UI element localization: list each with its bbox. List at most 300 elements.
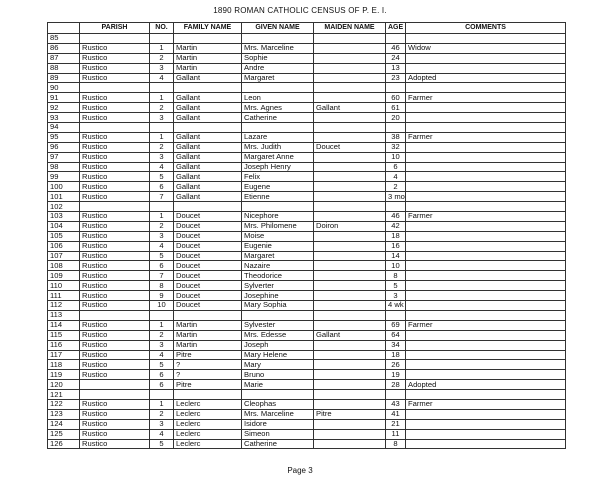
- no-cell: 3: [150, 231, 174, 241]
- maiden-name-cell: [314, 231, 386, 241]
- page-footer: Page 3: [287, 466, 313, 475]
- maiden-name-cell: [314, 301, 386, 311]
- family-name-cell: Doucet: [174, 261, 242, 271]
- given-name-cell: Margaret Anne: [242, 152, 314, 162]
- family-name-cell: Doucet: [174, 241, 242, 251]
- age-cell: [386, 390, 406, 400]
- table-row: [48, 53, 566, 63]
- no-cell: 4: [150, 241, 174, 251]
- family-name-cell: Doucet: [174, 301, 242, 311]
- age-cell: 6: [386, 162, 406, 172]
- no-cell: 1: [150, 320, 174, 330]
- given-name-cell: Cleophas: [242, 399, 314, 409]
- age-cell: 28: [386, 380, 406, 390]
- table-row: [48, 93, 566, 103]
- comments-cell: [406, 429, 566, 439]
- parish-cell: Rustico: [80, 419, 150, 429]
- header-given-name: GIVEN NAME: [242, 23, 314, 34]
- comments-cell: [406, 281, 566, 291]
- parish-cell: Rustico: [80, 330, 150, 340]
- family-name-cell: Gallant: [174, 93, 242, 103]
- table-row: [48, 132, 566, 142]
- table-row: [48, 43, 566, 53]
- given-name-cell: [242, 83, 314, 93]
- given-name-cell: [242, 34, 314, 44]
- comments-cell: [406, 301, 566, 311]
- age-cell: 10: [386, 261, 406, 271]
- maiden-name-cell: [314, 73, 386, 83]
- maiden-name-cell: [314, 93, 386, 103]
- family-name-cell: Leclerc: [174, 419, 242, 429]
- comments-cell: Widow: [406, 43, 566, 53]
- given-name-cell: Theodorice: [242, 271, 314, 281]
- no-cell: 3: [150, 63, 174, 73]
- given-name-cell: Mary Sophia: [242, 301, 314, 311]
- table-row: [48, 261, 566, 271]
- row-number-cell: 103: [48, 212, 80, 222]
- family-name-cell: [174, 34, 242, 44]
- maiden-name-cell: [314, 429, 386, 439]
- parish-cell: [80, 202, 150, 212]
- maiden-name-cell: [314, 123, 386, 133]
- maiden-name-cell: [314, 310, 386, 320]
- row-number-cell: 108: [48, 261, 80, 271]
- family-name-cell: Doucet: [174, 221, 242, 231]
- comments-cell: [406, 123, 566, 133]
- table-row: [48, 370, 566, 380]
- row-number-cell: 119: [48, 370, 80, 380]
- no-cell: 4: [150, 429, 174, 439]
- maiden-name-cell: [314, 43, 386, 53]
- row-number-cell: 100: [48, 182, 80, 192]
- family-name-cell: Gallant: [174, 162, 242, 172]
- row-number-cell: 102: [48, 202, 80, 212]
- header-comments: COMMENTS: [406, 23, 566, 34]
- given-name-cell: Mary: [242, 360, 314, 370]
- family-name-cell: Leclerc: [174, 399, 242, 409]
- row-number-cell: 117: [48, 350, 80, 360]
- no-cell: [150, 202, 174, 212]
- given-name-cell: Mrs. Philomene: [242, 221, 314, 231]
- table-row: [48, 310, 566, 320]
- parish-cell: [80, 83, 150, 93]
- table-row: [48, 162, 566, 172]
- maiden-name-cell: [314, 281, 386, 291]
- table-row: [48, 380, 566, 390]
- header-row-number: [48, 23, 80, 34]
- row-number-cell: 113: [48, 310, 80, 320]
- parish-cell: Rustico: [80, 281, 150, 291]
- age-cell: 4: [386, 172, 406, 182]
- comments-cell: [406, 251, 566, 261]
- row-number-cell: 122: [48, 399, 80, 409]
- parish-cell: Rustico: [80, 152, 150, 162]
- given-name-cell: Nazaire: [242, 261, 314, 271]
- table-row: [48, 281, 566, 291]
- maiden-name-cell: [314, 271, 386, 281]
- family-name-cell: Doucet: [174, 291, 242, 301]
- row-number-cell: 96: [48, 142, 80, 152]
- no-cell: 6: [150, 380, 174, 390]
- row-number-cell: 90: [48, 83, 80, 93]
- parish-cell: Rustico: [80, 162, 150, 172]
- parish-cell: Rustico: [80, 53, 150, 63]
- header-family-name: FAMILY NAME: [174, 23, 242, 34]
- parish-cell: Rustico: [80, 291, 150, 301]
- comments-cell: [406, 53, 566, 63]
- table-row: [48, 271, 566, 281]
- no-cell: 2: [150, 330, 174, 340]
- given-name-cell: Catherine: [242, 113, 314, 123]
- table-row: [48, 212, 566, 222]
- comments-cell: Farmer: [406, 320, 566, 330]
- age-cell: 18: [386, 350, 406, 360]
- row-number-cell: 92: [48, 103, 80, 113]
- given-name-cell: [242, 123, 314, 133]
- no-cell: 5: [150, 360, 174, 370]
- maiden-name-cell: [314, 390, 386, 400]
- row-number-cell: 106: [48, 241, 80, 251]
- family-name-cell: Martin: [174, 330, 242, 340]
- age-cell: [386, 34, 406, 44]
- age-cell: 10: [386, 152, 406, 162]
- census-table-body: [48, 34, 566, 449]
- comments-cell: [406, 261, 566, 271]
- age-cell: 21: [386, 419, 406, 429]
- table-row: [48, 419, 566, 429]
- header-row: [48, 23, 566, 34]
- given-name-cell: Margaret: [242, 251, 314, 261]
- row-number-cell: 123: [48, 409, 80, 419]
- no-cell: 5: [150, 251, 174, 261]
- table-row: [48, 409, 566, 419]
- comments-cell: [406, 291, 566, 301]
- family-name-cell: Gallant: [174, 192, 242, 202]
- table-row: [48, 330, 566, 340]
- given-name-cell: [242, 390, 314, 400]
- row-number-cell: 124: [48, 419, 80, 429]
- age-cell: 42: [386, 221, 406, 231]
- family-name-cell: Gallant: [174, 182, 242, 192]
- comments-cell: [406, 103, 566, 113]
- maiden-name-cell: [314, 172, 386, 182]
- given-name-cell: Mary Helene: [242, 350, 314, 360]
- no-cell: 6: [150, 370, 174, 380]
- no-cell: 1: [150, 212, 174, 222]
- family-name-cell: Martin: [174, 43, 242, 53]
- parish-cell: Rustico: [80, 301, 150, 311]
- row-number-cell: 112: [48, 301, 80, 311]
- maiden-name-cell: [314, 132, 386, 142]
- no-cell: 3: [150, 152, 174, 162]
- parish-cell: Rustico: [80, 399, 150, 409]
- age-cell: 8: [386, 439, 406, 449]
- comments-cell: Adopted: [406, 73, 566, 83]
- family-name-cell: Martin: [174, 320, 242, 330]
- given-name-cell: Catherine: [242, 439, 314, 449]
- given-name-cell: [242, 310, 314, 320]
- header-age: AGE: [386, 23, 406, 34]
- age-cell: 60: [386, 93, 406, 103]
- given-name-cell: Joseph Henry: [242, 162, 314, 172]
- row-number-cell: 107: [48, 251, 80, 261]
- table-row: [48, 231, 566, 241]
- given-name-cell: Mrs. Agnes: [242, 103, 314, 113]
- no-cell: 1: [150, 399, 174, 409]
- parish-cell: Rustico: [80, 63, 150, 73]
- given-name-cell: Isidore: [242, 419, 314, 429]
- family-name-cell: Doucet: [174, 281, 242, 291]
- given-name-cell: Josephine: [242, 291, 314, 301]
- parish-cell: Rustico: [80, 251, 150, 261]
- table-row: [48, 63, 566, 73]
- parish-cell: Rustico: [80, 93, 150, 103]
- parish-cell: [80, 310, 150, 320]
- comments-cell: [406, 162, 566, 172]
- no-cell: 3: [150, 419, 174, 429]
- given-name-cell: Eugenie: [242, 241, 314, 251]
- table-row: [48, 439, 566, 449]
- family-name-cell: [174, 123, 242, 133]
- parish-cell: Rustico: [80, 271, 150, 281]
- parish-cell: Rustico: [80, 192, 150, 202]
- comments-cell: Farmer: [406, 93, 566, 103]
- no-cell: 6: [150, 261, 174, 271]
- comments-cell: [406, 439, 566, 449]
- comments-cell: [406, 142, 566, 152]
- family-name-cell: Martin: [174, 53, 242, 63]
- family-name-cell: Martin: [174, 63, 242, 73]
- family-name-cell: Doucet: [174, 231, 242, 241]
- given-name-cell: Moise: [242, 231, 314, 241]
- parish-cell: Rustico: [80, 103, 150, 113]
- row-number-cell: 118: [48, 360, 80, 370]
- parish-cell: [80, 380, 150, 390]
- family-name-cell: Doucet: [174, 212, 242, 222]
- no-cell: 8: [150, 281, 174, 291]
- family-name-cell: Doucet: [174, 251, 242, 261]
- table-row: [48, 429, 566, 439]
- parish-cell: Rustico: [80, 43, 150, 53]
- family-name-cell: Leclerc: [174, 409, 242, 419]
- row-number-cell: 97: [48, 152, 80, 162]
- comments-cell: Farmer: [406, 132, 566, 142]
- age-cell: 3 mo: [386, 192, 406, 202]
- given-name-cell: Marie: [242, 380, 314, 390]
- comments-cell: [406, 83, 566, 93]
- table-row: [48, 320, 566, 330]
- maiden-name-cell: [314, 360, 386, 370]
- comments-cell: Adopted: [406, 380, 566, 390]
- no-cell: 2: [150, 221, 174, 231]
- header-parish: PARISH: [80, 23, 150, 34]
- maiden-name-cell: Gallant: [314, 103, 386, 113]
- parish-cell: [80, 123, 150, 133]
- given-name-cell: Etienne: [242, 192, 314, 202]
- age-cell: 5: [386, 281, 406, 291]
- age-cell: 16: [386, 241, 406, 251]
- comments-cell: [406, 202, 566, 212]
- given-name-cell: Simeon: [242, 429, 314, 439]
- maiden-name-cell: [314, 399, 386, 409]
- no-cell: [150, 390, 174, 400]
- table-row: [48, 202, 566, 212]
- maiden-name-cell: [314, 202, 386, 212]
- family-name-cell: Martin: [174, 340, 242, 350]
- given-name-cell: Mrs. Marceline: [242, 409, 314, 419]
- maiden-name-cell: [314, 63, 386, 73]
- age-cell: [386, 202, 406, 212]
- age-cell: 69: [386, 320, 406, 330]
- given-name-cell: Sylvester: [242, 320, 314, 330]
- comments-cell: Farmer: [406, 399, 566, 409]
- family-name-cell: ?: [174, 360, 242, 370]
- age-cell: 20: [386, 113, 406, 123]
- given-name-cell: Nicephore: [242, 212, 314, 222]
- table-row: [48, 221, 566, 231]
- parish-cell: Rustico: [80, 132, 150, 142]
- table-row: [48, 251, 566, 261]
- parish-cell: Rustico: [80, 370, 150, 380]
- parish-cell: Rustico: [80, 409, 150, 419]
- table-row: [48, 113, 566, 123]
- parish-cell: Rustico: [80, 360, 150, 370]
- row-number-cell: 86: [48, 43, 80, 53]
- header-maiden-name: MAIDEN NAME: [314, 23, 386, 34]
- parish-cell: Rustico: [80, 221, 150, 231]
- no-cell: 7: [150, 192, 174, 202]
- age-cell: 2: [386, 182, 406, 192]
- age-cell: 13: [386, 63, 406, 73]
- table-row: [48, 291, 566, 301]
- row-number-cell: 91: [48, 93, 80, 103]
- maiden-name-cell: [314, 370, 386, 380]
- family-name-cell: Gallant: [174, 172, 242, 182]
- table-row: [48, 123, 566, 133]
- maiden-name-cell: [314, 320, 386, 330]
- maiden-name-cell: [314, 419, 386, 429]
- family-name-cell: [174, 390, 242, 400]
- row-number-cell: 125: [48, 429, 80, 439]
- age-cell: [386, 83, 406, 93]
- table-row: [48, 142, 566, 152]
- row-number-cell: 114: [48, 320, 80, 330]
- maiden-name-cell: Doiron: [314, 221, 386, 231]
- parish-cell: Rustico: [80, 261, 150, 271]
- given-name-cell: Andre: [242, 63, 314, 73]
- parish-cell: Rustico: [80, 113, 150, 123]
- no-cell: [150, 34, 174, 44]
- given-name-cell: Mrs. Judith: [242, 142, 314, 152]
- maiden-name-cell: Doucet: [314, 142, 386, 152]
- table-row: [48, 182, 566, 192]
- parish-cell: [80, 34, 150, 44]
- age-cell: 32: [386, 142, 406, 152]
- table-row: [48, 103, 566, 113]
- row-number-cell: 110: [48, 281, 80, 291]
- comments-cell: [406, 340, 566, 350]
- comments-cell: [406, 113, 566, 123]
- comments-cell: [406, 419, 566, 429]
- row-number-cell: 116: [48, 340, 80, 350]
- table-row: [48, 301, 566, 311]
- family-name-cell: Gallant: [174, 142, 242, 152]
- age-cell: 64: [386, 330, 406, 340]
- given-name-cell: Bruno: [242, 370, 314, 380]
- no-cell: 7: [150, 271, 174, 281]
- family-name-cell: Pitre: [174, 380, 242, 390]
- comments-cell: [406, 360, 566, 370]
- family-name-cell: ?: [174, 370, 242, 380]
- comments-cell: [406, 330, 566, 340]
- maiden-name-cell: Gallant: [314, 330, 386, 340]
- given-name-cell: Mrs. Edesse: [242, 330, 314, 340]
- parish-cell: Rustico: [80, 350, 150, 360]
- no-cell: 4: [150, 350, 174, 360]
- comments-cell: [406, 221, 566, 231]
- age-cell: 19: [386, 370, 406, 380]
- parish-cell: Rustico: [80, 340, 150, 350]
- comments-cell: [406, 241, 566, 251]
- table-row: [48, 360, 566, 370]
- no-cell: 2: [150, 103, 174, 113]
- maiden-name-cell: [314, 182, 386, 192]
- no-cell: 2: [150, 53, 174, 63]
- no-cell: 1: [150, 132, 174, 142]
- family-name-cell: Gallant: [174, 103, 242, 113]
- parish-cell: Rustico: [80, 320, 150, 330]
- maiden-name-cell: [314, 251, 386, 261]
- comments-cell: [406, 182, 566, 192]
- maiden-name-cell: [314, 380, 386, 390]
- age-cell: [386, 123, 406, 133]
- given-name-cell: Mrs. Marceline: [242, 43, 314, 53]
- comments-cell: Farmer: [406, 212, 566, 222]
- comments-cell: [406, 370, 566, 380]
- age-cell: 23: [386, 73, 406, 83]
- parish-cell: Rustico: [80, 429, 150, 439]
- comments-cell: [406, 172, 566, 182]
- parish-cell: Rustico: [80, 172, 150, 182]
- age-cell: 8: [386, 271, 406, 281]
- no-cell: [150, 310, 174, 320]
- no-cell: 6: [150, 182, 174, 192]
- maiden-name-cell: [314, 192, 386, 202]
- table-row: [48, 172, 566, 182]
- no-cell: [150, 123, 174, 133]
- table-row: [48, 83, 566, 93]
- given-name-cell: Sophie: [242, 53, 314, 63]
- table-row: [48, 390, 566, 400]
- row-number-cell: 121: [48, 390, 80, 400]
- age-cell: 61: [386, 103, 406, 113]
- given-name-cell: Eugene: [242, 182, 314, 192]
- age-cell: 34: [386, 340, 406, 350]
- maiden-name-cell: [314, 83, 386, 93]
- family-name-cell: [174, 202, 242, 212]
- table-row: [48, 241, 566, 251]
- maiden-name-cell: [314, 439, 386, 449]
- age-cell: 38: [386, 132, 406, 142]
- parish-cell: Rustico: [80, 73, 150, 83]
- family-name-cell: Pitre: [174, 350, 242, 360]
- given-name-cell: Felix: [242, 172, 314, 182]
- comments-cell: [406, 350, 566, 360]
- given-name-cell: Joseph: [242, 340, 314, 350]
- family-name-cell: Gallant: [174, 73, 242, 83]
- age-cell: 41: [386, 409, 406, 419]
- table-row: [48, 340, 566, 350]
